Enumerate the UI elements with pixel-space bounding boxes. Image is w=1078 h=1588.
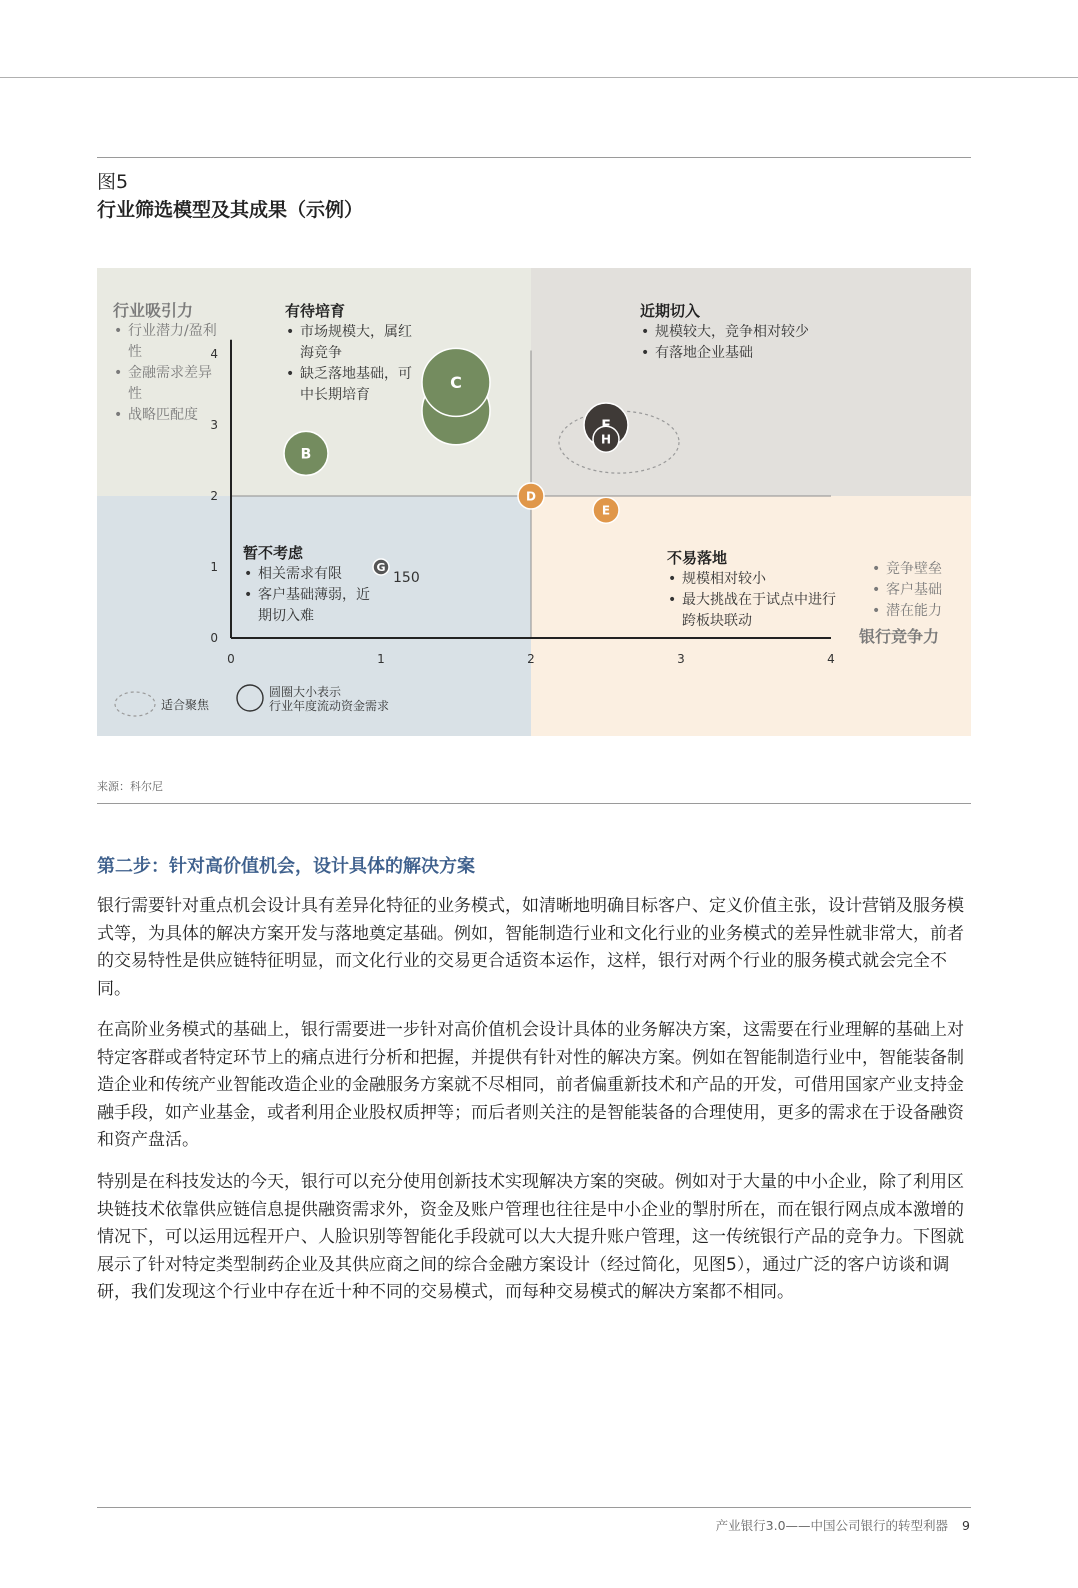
data-point-value-label: 150 [393,570,420,586]
quadrant-bullet: • 市场规模大，属红海竞争 [285,322,425,364]
x-axis-criteria [871,559,967,622]
quadrant-top-left-text [285,301,425,406]
quadrant-top-right-text [640,301,850,364]
legend-size-line1: 圆圈大小表示 [269,685,342,699]
x-tick-label: 4 [827,652,835,666]
page-footer [716,1516,970,1534]
body-paragraph-1: 银行需要针对重点机会设计具有差异化特征的业务模式，如清晰地明确目标客户、定义价值主张，设计营销及服务模式等，为具体的解决方案开发与落地奠定基础。例如，智能制造行业和文化行业的业务模式的差异性就非常大，前者的交易特性是供应链特征明显，而文化行业的交易更合适资本运作，这样，银行对两个行业的服务模式就会完全不同。 [97,896,964,999]
footer-title: 产业银行3.0——中国公司银行的转型利器 [715,1518,949,1533]
y-criterion-2: • 金融需求差异性 [113,363,225,405]
data-point-label: B [300,446,312,463]
x-tick-label: 0 [227,652,235,666]
x-criterion-3: • 潜在能力 [871,601,967,622]
figure-source: 来源：科尔尼 [97,780,163,793]
y-criterion-1: • 行业潜力/盈利性 [113,321,225,363]
quadrant-bullet: • 规模较大，竞争相对较少 [640,322,850,343]
x-axis-title: 银行竞争力 [859,627,940,646]
quadrant-bottom-right-text [667,548,845,632]
figure-title: 行业筛选模型及其成果（示例） [97,199,364,221]
page-top-rule [0,77,1078,78]
figure-top-rule [97,157,971,158]
quadrant-bullet: • 相关需求有限 [243,564,381,585]
y-axis-block [113,298,225,426]
y-tick-label: 2 [210,489,218,503]
quadrant-top-left-bullets [285,322,425,406]
x-tick-label: 3 [677,652,685,666]
figure-number: 图5 [97,171,129,193]
data-point-label: E [601,503,611,518]
quadrant-bullet: • 规模相对较小 [667,569,845,590]
page-number: 9 [962,1518,970,1533]
y-tick-label: 0 [210,631,218,645]
quadrant-bottom-right-bullets [667,569,845,632]
figure-bottom-rule [97,803,971,804]
quadrant-bullet: • 有落地企业基础 [640,343,850,364]
quadrant-top-right-bullets [640,322,850,364]
quadrant-bullet: • 客户基础薄弱，近期切入难 [243,585,381,627]
quadrant-bottom-left-text [243,543,381,627]
x-criterion-1: • 竞争壁垒 [871,559,967,580]
quadrant-bottom-left-bullets [243,564,381,627]
data-point-label: G [376,560,386,574]
y-tick-label: 4 [210,347,218,361]
data-point-label: H [600,432,612,447]
quadrant-bottom-right-title: 不易落地 [667,549,728,567]
y-axis-criteria [113,321,225,426]
body-paragraph-3: 特别是在科技发达的今天，银行可以充分使用创新技术实现解决方案的突破。例如对于大量的中小企业，除了利用区块链技术依靠供应链信息提供融资需求外，资金及账户管理也往往是中小企业的掣肘所在，而在银行网点成本激增的情况下，可以运用远程开户、人脸识别等智能化手段就可以大大提升账户管理，这一传统银行产品的竞争力。下图就展示了针对特定类型制药企业及其供应商之间的综合金融方案设计（经过简化，见图5），通过广泛的客户访谈和调研，我们发现这个行业中存在近十种不同的交易模式，而每种交易模式的解决方案都不相同。 [97,1172,964,1302]
quadrant-bullet: • 缺乏落地基础，可中长期培育 [285,364,425,406]
x-tick-label: 2 [527,652,535,666]
y-tick-label: 3 [210,418,218,432]
quadrant-bullet: • 最大挑战在于试点中进行跨板块联动 [667,590,845,632]
legend-size-label [269,685,389,713]
legend-size-line2: 行业年度流动资金需求 [269,699,390,713]
body-paragraph-2: 在高阶业务模式的基础上，银行需要进一步针对高价值机会设计具体的业务解决方案，这需要在行业理解的基础上对特定客群或者特定环节上的痛点进行分析和把握，并提供有针对性的解决方案。例如在智能制造行业中，智能装备制造企业和传统产业智能改造企业的金融服务方案就不尽相同，前者偏重新技术和产品的开发，可借用国家产业支持金融手段，如产业基金，或者利用企业股权质押等；而后者则关注的是智能装备的合理使用，更多的需求在于设备融资和资产盘活。 [97,1020,964,1150]
x-axis-block [871,559,967,622]
y-axis-title: 行业吸引力 [113,301,194,320]
data-point-label: C [450,373,462,393]
industry-screening-chart [97,268,971,736]
footer-rule [97,1507,971,1508]
section-heading: 第二步：针对高价值机会，设计具体的解决方案 [97,856,475,877]
y-criterion-3: • 战略匹配度 [113,405,225,426]
x-criterion-2: • 客户基础 [871,580,967,601]
quadrant-bottom-left-title: 暂不考虑 [243,544,304,562]
x-tick-label: 1 [377,652,385,666]
quadrant-top-left-title: 有待培育 [285,302,346,320]
y-tick-label: 1 [210,560,218,574]
legend-focus-label: 适合聚焦 [161,698,210,712]
data-point-label: D [526,489,536,504]
quadrant-top-right-title: 近期切入 [640,302,701,320]
